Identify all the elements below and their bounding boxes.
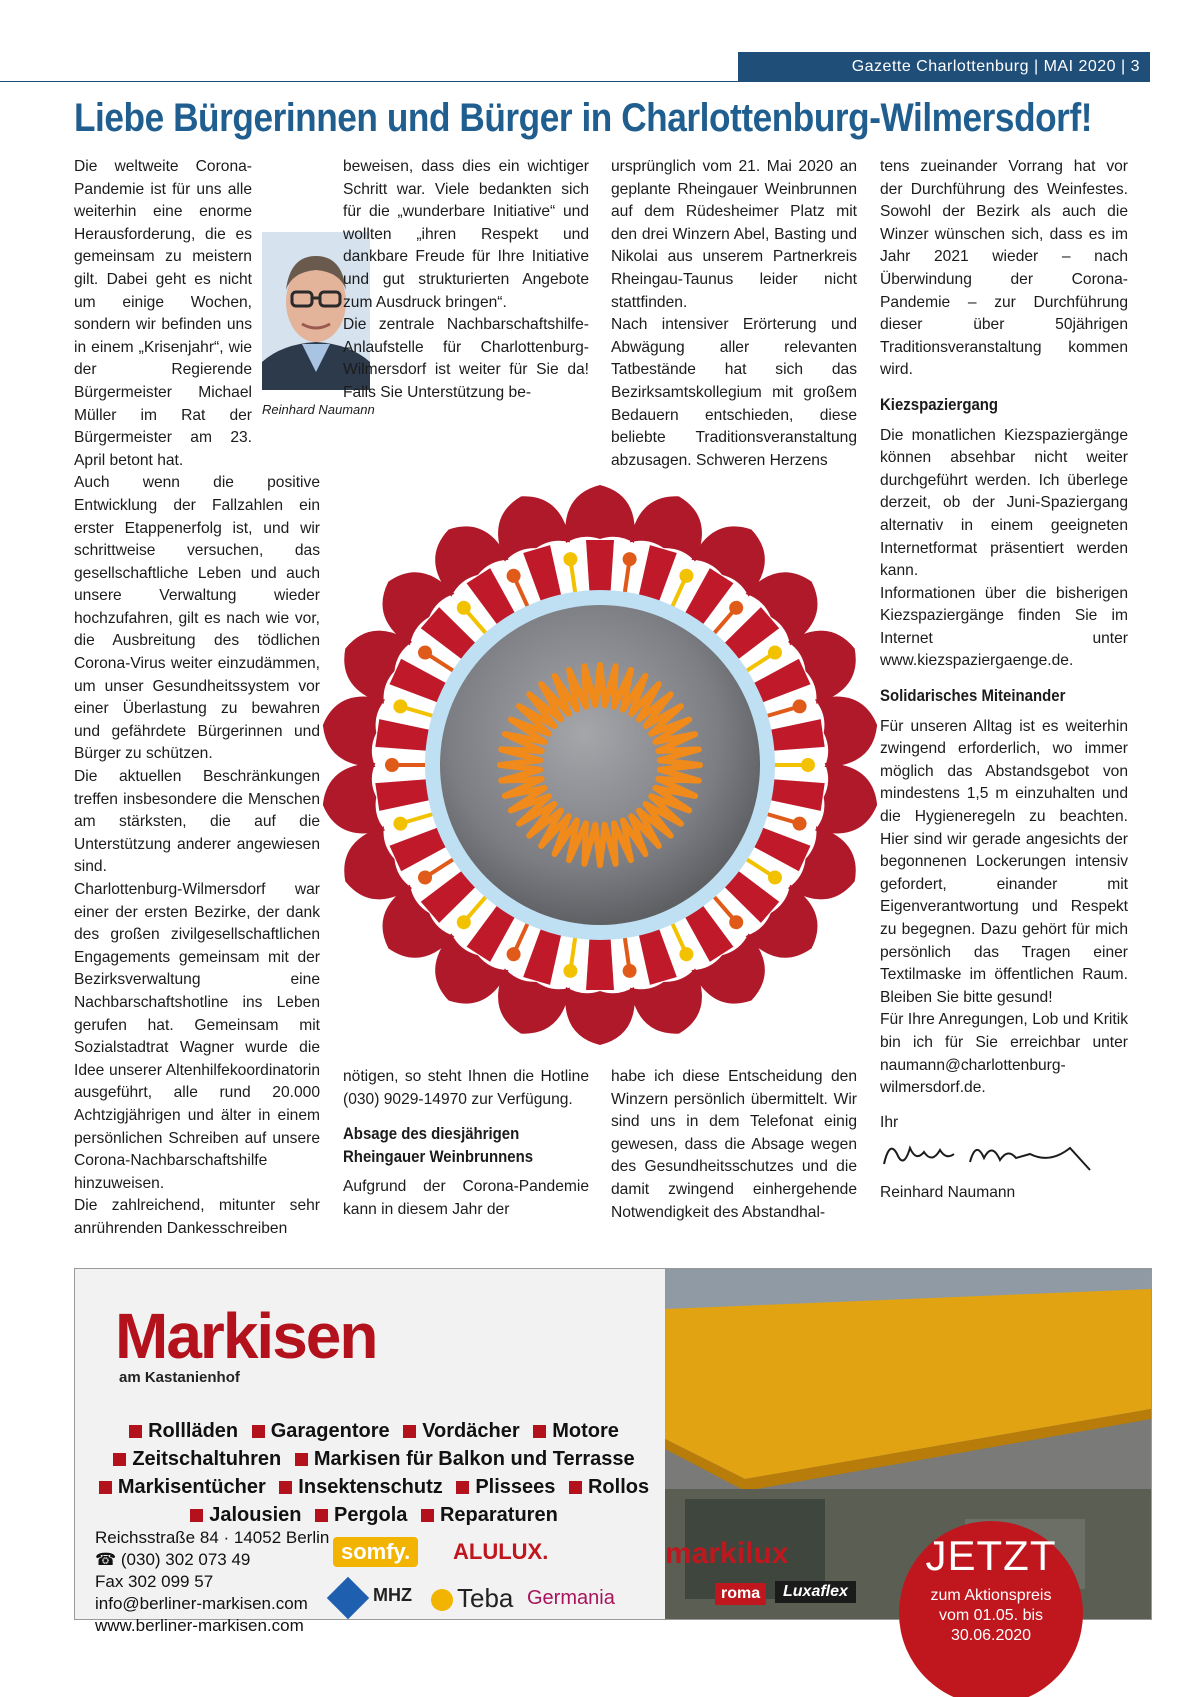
col4-paragraph-4: Für unseren Alltag ist es weiterhin zwingend erforderlich, wo immer möglich das Abstandsgebot von mindestens 1,5 m einzuhalten und die Hygieneregeln zu beachten. Hier sind wir gerade angesichts der begonnenen Lockerungen intensiv gefordert, einander mit Eigenverantwortung und Respekt zu begegnen. Dazu gehört für mich persönlich das Tragen einer Textilmaske im öffentlichen Raum. Bleiben Sie bitte gesund! (880, 717, 1128, 1006)
column-3-top (611, 156, 857, 472)
col2-paragraph-2: Die zentrale Nachbarschaftshilfe-Anlaufstelle für Charlottenburg-Wilmersdorf ist weiter für Sie da! Falls Sie Unterstützung be- (343, 316, 589, 401)
header-rule (0, 81, 1150, 82)
teba-dot-icon (431, 1589, 453, 1611)
col4-paragraph-1: tens zueinander Vorrang hat vor der Durchführung des Weinfestes. Sowohl der Bezirk als auch die Winzer wünschen sich, dass es im Jahr 2021 wieder – nach Überwindung der Corona-Pandemie – zur Durchführung dieser über 50jährigen Traditionsveranstaltung kommen wird. (880, 158, 1128, 379)
germania-logo: Germania (527, 1587, 615, 1609)
products-line-3: Markisentücher Insektenschutz Plissees Rollos (75, 1473, 665, 1501)
promo-badge (896, 1518, 1086, 1688)
company-address: Reichsstraße 84 · 14052 Berlin ☎ (030) 302 073 49 Fax 302 099 57 info@berliner-markisen.com www.berliner-markisen.com (95, 1528, 330, 1635)
col4-paragraph-5: Für Ihre Anregungen, Lob und Kritik bin ich für Sie erreichbar unter naumann@charlottenburg-wilmersdorf.de. (880, 1011, 1128, 1097)
col2-paragraph-3: nötigen, so steht Ihnen die Hotline (030) 9029-14970 zur Verfügung. (343, 1068, 589, 1108)
column-2-bottom (343, 1066, 589, 1222)
markilux-logo: markilux (665, 1537, 789, 1570)
promo-details: zum Aktionspreis vom 01.05. bis 30.06.2020 (930, 1587, 1052, 1644)
col3-paragraph-2: Nach intensiver Erörterung und Abwägung aller relevanten Tatbestände hat sich das Bezirksamtskollegium mit großem Bedauern entschieden, diese beliebte Traditionsveranstaltung abzusagen. Schweren Herzens (611, 316, 857, 469)
markisen-logo-sub: am Kastanienhof (119, 1369, 240, 1386)
col4-paragraph-3: Informationen über die bisherigen Kiezspaziergänge finden Sie im Internet unter www.kiezspaziergaenge.de. (880, 584, 1128, 670)
col2-paragraph-4: Aufgrund der Corona-Pandemie kann in diesem Jahr der (343, 1178, 589, 1218)
col1-paragraph-2: Auch wenn die positive Entwicklung der Fallzahlen ein erster Etappenerfolg ist, und wir schrittweise versuchen, das gesellschaftliche Leben und auch unsere Verwaltung wieder hochzufahren, gilt es nach wie vor, die Ausbreitung des tödlichen Corona-Virus weiter einzudämmen, um unser Gesundheitssystem vor einer Überlastung zu bewahren und gefährdete Bürgerinnen und Bürger zu schützen. (74, 474, 320, 763)
col1-paragraph-1: Die weltweite Corona-Pandemie ist für uns alle weiterhin eine enorme Herausforderung, die es gemeinsam zu meistern gilt. Dabei geht es nicht um einige Wochen, sondern wir befinden uns in einem „Krisenjahr“, wie der Regierende Bürgermeister Michael Müller im Rat der Bürgermeister am 23. April betont hat. (74, 158, 252, 469)
ad-text-panel (75, 1269, 665, 1635)
column-2-top (343, 156, 589, 405)
weinbrunnen-subhead: Absage des diesjährigen Rheingauer Weinbrunnens (343, 1124, 534, 1166)
col1-paragraph-5: Die zahlreichend, mitunter sehr anrührenden Dankesschreiben (74, 1197, 320, 1237)
col3-paragraph-3: habe ich diese Entscheidung den Winzern persönlich übermittelt. Wir sind uns in dem Telefonat einig gewesen, dass die Absage wegen des Gesundheitsschutzes und die damit zwingend einhergehende Notwendigkeit des Abstandhal- (611, 1068, 857, 1221)
roma-logo: roma (715, 1583, 766, 1605)
signature-name: Reinhard Naumann (880, 1183, 1016, 1201)
page-headline: Liebe Bürgerinnen und Bürger in Charlottenburg-Wilmersdorf! (74, 96, 1093, 140)
col2-paragraph-1: beweisen, dass dies ein wichtiger Schritt war. Viele bedankten sich für die „wunderbare Initiative“ und wollten „ihren Respekt und dankbare Freude für Ihre Initiative und gut strukturierten Angebote zum Ausdruck bringen“. (343, 158, 589, 311)
page-header-bar (738, 52, 1150, 82)
mhz-diamond-icon (327, 1577, 369, 1619)
header-text: Gazette Charlottenburg | MAI 2020 | 3 (851, 58, 1140, 75)
photo-caption: Reinhard Naumann (262, 402, 375, 417)
markisen-logo: Markisen (115, 1300, 377, 1372)
col4-paragraph-2: Die monatlichen Kiezspaziergänge können absehbar nicht weiter durchgeführt werden. Ich überlege derzeit, ob der Juni-Spaziergang alternativ in einem geeigneten Internetformat präsentiert werden kann. (880, 426, 1128, 580)
email-link[interactable]: info@berliner-markisen.com (95, 1594, 308, 1613)
teba-logo: Teba (457, 1583, 514, 1613)
column-3-bottom (611, 1066, 857, 1224)
col3-paragraph-1: ursprünglich vom 21. Mai 2020 an geplante Rheingauer Weinbrunnen auf dem Rüdesheimer Platz mit den drei Winzern Abel, Basting und Nikolai aus unserem Partnerkreis Rheingau-Taunus leider nicht stattfinden. (611, 158, 857, 311)
handwritten-signature (880, 1134, 1120, 1174)
col1-paragraph-4: Charlottenburg-Wilmersdorf war einer der ersten Bezirke, der dank des großen zivilgesellschaftlichen Engagements gemeinsam mit der Bezirksverwaltung eine Nachbarschaftshotline ins Leben gerufen hat. Gemeinsam mit Sozialstadtrat Wagner wurde die Idee unserer Altenhilfekoordinatorin ausgeführt, alle rund 20.000 Achtzigjährigen und älter in einem persönlichen Schreiben auf unsere Corona-Nachbarschaftshilfe hinzuweisen. (74, 881, 320, 1192)
closing-text: Ihr (880, 1113, 899, 1131)
products-line-4: Jalousien Pergola Reparaturen (75, 1501, 665, 1529)
kiezspaziergang-subhead: Kiezspaziergang (880, 394, 999, 414)
coronavirus-illustration (305, 470, 895, 1060)
mhz-logo: MHZ (373, 1585, 412, 1605)
col1-paragraph-3: Die aktuellen Beschränkungen treffen insbesondere die Menschen am stärksten, die auf die Unterstützung anderer angewiesen sind. (74, 768, 320, 876)
luxaflex-logo: Luxaflex (775, 1581, 856, 1603)
promo-jetzt: JETZT (925, 1532, 1057, 1579)
solidarisches-subhead: Solidarisches Miteinander (880, 686, 1066, 706)
column-4 (880, 156, 1128, 1205)
somfy-logo: somfy. (333, 1537, 418, 1567)
alulux-logo: ALULUX. (453, 1539, 549, 1564)
website-link[interactable]: www.berliner-markisen.com (95, 1616, 304, 1635)
products-line-1: Rollläden Garagentore Vordächer Motore (75, 1417, 665, 1445)
products-line-2: Zeitschaltuhren Markisen für Balkon und Terrasse (75, 1445, 665, 1473)
